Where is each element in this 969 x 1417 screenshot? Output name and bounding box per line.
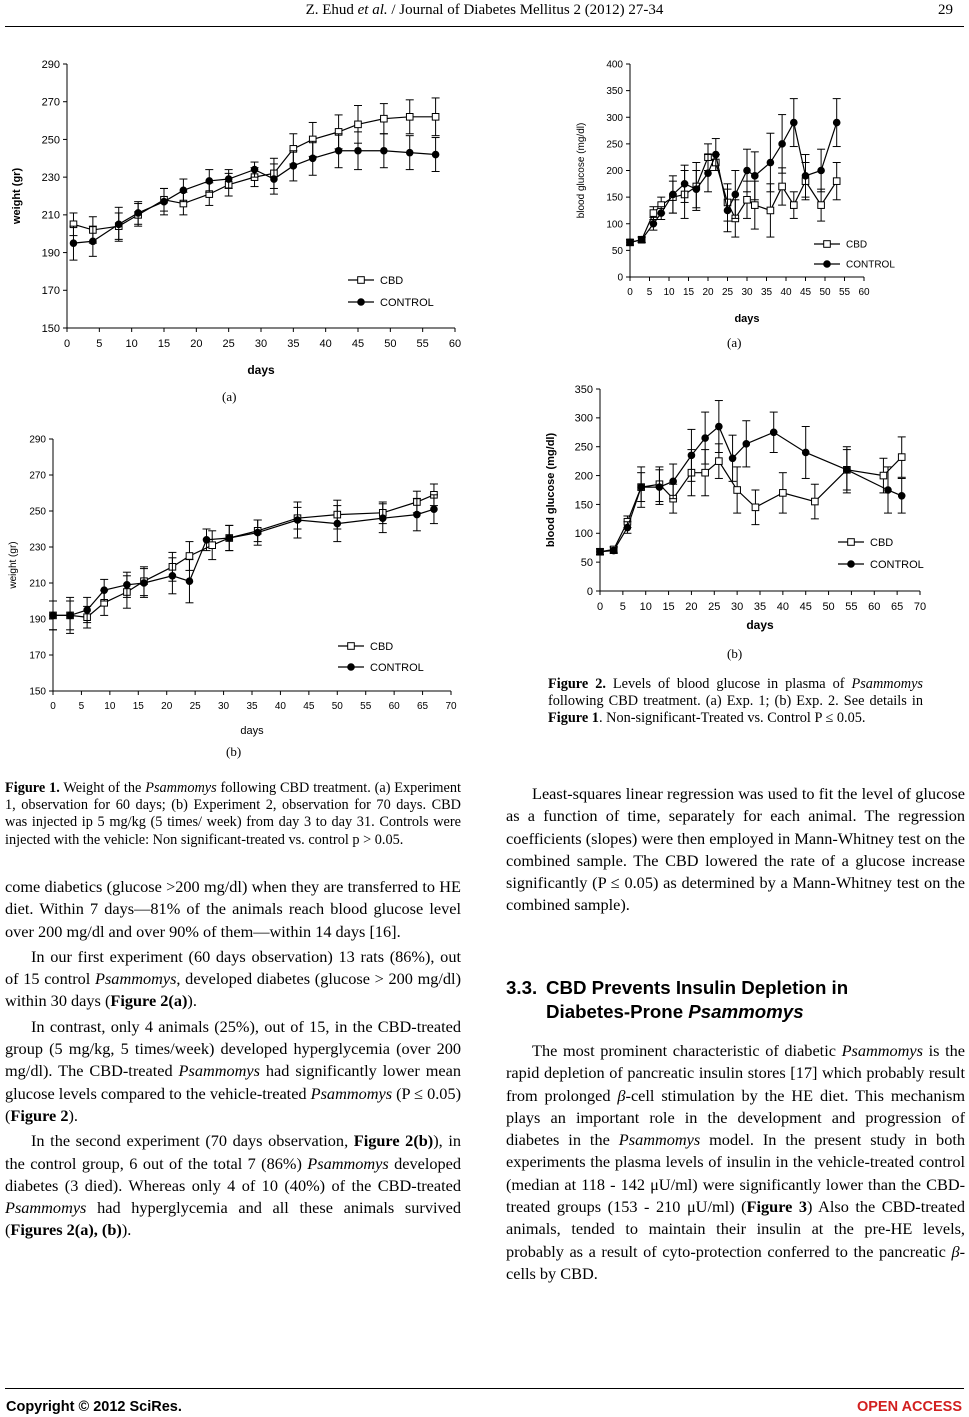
y-axis-label: weight (gr) (11, 167, 23, 225)
figure-2b-label: (b) (727, 646, 743, 661)
control-data-point (681, 181, 688, 188)
x-tick-label: 70 (913, 601, 927, 613)
control-series-line (600, 427, 902, 552)
x-tick-label: 0 (63, 338, 71, 350)
control-data-point (705, 170, 712, 177)
caption-text: following CBD treatment. (a) Exp. 1; (b) Exp. 2. See details in (548, 693, 923, 710)
x-tick-label: 30 (741, 287, 753, 298)
left-column-text (5, 876, 461, 1242)
y-tick-label: 50 (580, 556, 593, 569)
control-data-point (335, 147, 342, 154)
control-data-point (431, 506, 438, 513)
y-tick-label: 270 (29, 470, 46, 482)
x-tick-label: 5 (619, 601, 626, 613)
x-tick-label: 50 (819, 287, 831, 298)
figure-1a-weight-chart (0, 40, 480, 395)
species-name: Psammomys (841, 1041, 923, 1060)
control-data-point (627, 239, 634, 246)
text-run: had significantly lower mean glucose levels compared to the vehicle-treated (5, 1061, 461, 1103)
legend-label: CBD (370, 640, 394, 653)
figure-2-caption (548, 676, 923, 728)
control-data-point (271, 176, 278, 183)
x-tick-label: 60 (868, 601, 881, 613)
cbd-data-point (186, 553, 193, 560)
cbd-data-point (752, 202, 759, 209)
text-run: had hyperglycemia and all these animals survived ( (5, 1198, 461, 1240)
x-tick-label: 5 (78, 701, 85, 712)
figure-1-caption-label: Figure 1. (5, 780, 60, 796)
control-data-point (254, 529, 261, 536)
y-tick-label: 290 (29, 434, 46, 446)
y-tick-label: 100 (606, 219, 623, 231)
y-axis-label: blood glucose (mg/dl) (576, 122, 587, 219)
y-tick-label: 0 (586, 585, 593, 598)
x-tick-label: 5 (646, 287, 653, 298)
caption-species: Psammomys (145, 780, 217, 796)
text-run: The most prominent characteristic of diabetic (532, 1041, 842, 1060)
x-tick-label: 55 (838, 287, 851, 298)
control-data-point (90, 238, 97, 245)
control-data-point (203, 537, 210, 544)
caption-species: Psammomys (851, 676, 923, 692)
y-tick-label: 300 (574, 412, 593, 425)
control-data-point (670, 191, 677, 198)
cbd-data-point (209, 542, 216, 549)
legend-marker (824, 241, 831, 248)
y-tick-label: 270 (41, 96, 60, 109)
legend-label: CONTROL (846, 259, 895, 271)
text-run: ). (68, 1105, 78, 1125)
x-tick-label: 40 (274, 701, 286, 712)
x-tick-label: 25 (222, 338, 235, 350)
control-data-point (791, 119, 798, 126)
control-data-point (124, 582, 131, 589)
cbd-data-point (744, 196, 751, 203)
control-data-point (818, 167, 825, 174)
control-data-point (752, 173, 759, 180)
cbd-series-line (53, 495, 434, 617)
header-journal: / Journal of Diabetes Mellitus 2 (2012) 27-34 (387, 2, 664, 18)
caption-figure-ref: Figure 1 (548, 710, 599, 727)
beta-symbol: β (617, 1085, 626, 1105)
figure-reference: Figure 2(b) (353, 1131, 434, 1151)
legend-marker (348, 643, 355, 650)
control-data-point (115, 221, 122, 228)
control-data-point (186, 578, 193, 585)
journal-citation (0, 2, 969, 19)
control-data-point (744, 167, 751, 174)
control-data-point (638, 236, 645, 243)
y-tick-label: 350 (574, 383, 593, 396)
control-data-point (743, 441, 750, 448)
control-data-point (309, 155, 316, 162)
cbd-data-point (432, 114, 439, 121)
figure-2-caption-label: Figure 2. (548, 676, 606, 692)
control-data-point (670, 478, 677, 485)
y-tick-label: 230 (41, 171, 60, 184)
x-axis-label: days (240, 725, 264, 737)
open-access-label: OPEN ACCESS (856, 1399, 962, 1415)
x-tick-label: 40 (776, 601, 789, 613)
y-tick-label: 200 (574, 470, 593, 483)
header-et-al: et al. (357, 2, 388, 18)
y-tick-label: 290 (41, 58, 60, 71)
paragraph: Least-squares linear regression was used to fit the level of glucose as a function of time, separately for each animal. The regression coefficients (slopes) were then employed in Mann-Whitney test on the combined sample. The CBD lowered the rate of a glucose increase significantly (P ≤ 0.05) as determined by a Mann-Whitney test on the combined sample). (506, 784, 965, 915)
y-tick-label: 170 (29, 650, 46, 662)
section-heading (506, 976, 956, 1023)
control-data-point (334, 520, 341, 527)
species-name: Psammomys (618, 1130, 701, 1150)
y-tick-label: 400 (606, 59, 623, 71)
x-tick-label: 25 (189, 701, 201, 712)
figure-1a-label: (a) (222, 389, 237, 404)
x-axis-label: days (734, 313, 760, 325)
control-data-point (355, 147, 362, 154)
control-data-point (624, 524, 631, 531)
cbd-series-line (600, 457, 902, 552)
caption-text: Levels of blood glucose in plasma of (605, 676, 852, 692)
section-number: 3.3. (506, 977, 538, 998)
header-authors: Z. Ehud (305, 2, 358, 18)
x-tick-label: 15 (132, 701, 144, 712)
text-run: ) Also the CBD-treated animals, tended to maintain their insulin at the pre-HE levels, probably as a result of cyto-protection conferred to the pancreatic (506, 1197, 965, 1261)
species-name: Psammomys (307, 1153, 389, 1173)
control-data-point (406, 149, 413, 156)
text-run: model. In the present study in both experiments the plasma levels of insulin in the vehicle-treated control (median at 118 - 142 μU/ml) were significantly lower than the CBD-treated groups (153 - 210 μU/ml) ( (506, 1130, 966, 1217)
x-tick-label: 10 (104, 701, 116, 712)
x-tick-label: 30 (218, 701, 230, 712)
text-run: -cell stimulation by the HE diet. This mechanism plays an important role in the development and progression of diabetes in the (506, 1085, 965, 1150)
legend-marker (358, 277, 365, 284)
section-heading-line2 (506, 1000, 956, 1024)
cbd-data-point (767, 207, 774, 214)
y-tick-label: 100 (574, 528, 593, 541)
control-data-point (226, 535, 233, 542)
text-run: In our first experiment (60 days observation) 13 rats (86%), out of 15 control (5, 946, 461, 989)
control-data-point (432, 151, 439, 158)
y-tick-label: 50 (611, 245, 623, 257)
caption-text: . Non-significant-Treated vs. Control P ≤ 0.05. (598, 710, 866, 727)
x-tick-label: 15 (157, 338, 171, 350)
text-run: ). (121, 1220, 132, 1240)
x-tick-label: 60 (448, 338, 462, 350)
cbd-data-point (702, 469, 709, 476)
caption-text: following CBD treatment. (a) Experiment 1, observation for 60 days; (b) Experiment 2, observation for 70 days. CBD was injected ip 5 mg/kg (5 times/ week) from day 3 to day 31. Controls were injected with the vehicle: Non significant-treated vs. control p > 0.05. (5, 780, 461, 848)
control-data-point (802, 449, 809, 456)
legend-marker (824, 261, 831, 268)
cbd-data-point (381, 115, 388, 122)
control-data-point (833, 119, 840, 126)
control-data-point (290, 163, 297, 170)
paragraph (5, 946, 461, 1013)
x-tick-label: 10 (663, 287, 675, 298)
x-tick-label: 25 (708, 601, 721, 613)
paragraph: come diabetics (glucose >200 mg/dl) when they are transferred to HE diet. Within 7 days—81% of the animals reach blood glucose level over 200 mg/dl and over 90% of them—within 14 days [16]. (5, 877, 461, 941)
x-tick-label: 50 (384, 338, 397, 350)
control-data-point (885, 487, 892, 494)
x-tick-label: 60 (388, 701, 400, 712)
x-tick-label: 30 (254, 338, 268, 350)
x-tick-label: 55 (845, 601, 858, 613)
x-tick-label: 10 (639, 601, 652, 613)
legend-label: CBD (870, 536, 894, 549)
y-tick-label: 0 (617, 272, 623, 284)
cbd-data-point (812, 498, 819, 505)
legend-marker (848, 561, 855, 568)
figure-1b-weight-chart (0, 425, 480, 745)
control-data-point (70, 240, 77, 247)
x-tick-label: 20 (702, 287, 714, 298)
control-data-point (206, 178, 213, 185)
page-number: 29 (938, 2, 953, 18)
y-tick-label: 190 (29, 614, 46, 626)
x-tick-label: 60 (858, 287, 870, 298)
paragraph (506, 1040, 965, 1285)
x-tick-label: 45 (303, 701, 315, 712)
control-data-point (84, 607, 91, 614)
control-data-point (294, 517, 301, 524)
control-data-point (251, 166, 258, 173)
right-column-intro-text (506, 783, 965, 917)
x-tick-label: 40 (780, 287, 792, 298)
control-data-point (161, 198, 168, 205)
cbd-data-point (833, 178, 840, 185)
control-data-point (135, 210, 142, 217)
x-tick-label: 20 (685, 601, 698, 613)
x-tick-label: 35 (753, 601, 767, 613)
control-data-point (716, 423, 723, 430)
x-tick-label: 5 (96, 338, 103, 350)
figure-reference: Figure 2(a) (110, 991, 188, 1011)
control-data-point (225, 176, 232, 183)
figure-2b-glucose-chart (540, 378, 940, 638)
species-name: Psammomys (5, 1198, 87, 1218)
paragraph (5, 1130, 461, 1241)
species-name: Psammomys (178, 1061, 260, 1081)
x-tick-label: 15 (662, 601, 675, 613)
figure-reference: Figure 2 (10, 1105, 69, 1125)
x-tick-label: 45 (799, 287, 812, 298)
control-data-point (713, 151, 720, 158)
footer-rule (5, 1388, 964, 1389)
figure-1-caption (5, 780, 461, 849)
y-tick-label: 150 (41, 322, 60, 335)
control-data-point (898, 492, 905, 499)
x-tick-label: 65 (417, 701, 429, 712)
legend-label: CONTROL (380, 296, 434, 309)
section-title: Diabetes-Prone (546, 1000, 689, 1022)
y-tick-label: 250 (29, 506, 46, 518)
text-run: ), in the control group, 6 out of the total 7 (86%) (5, 1131, 462, 1173)
cbd-data-point (780, 490, 787, 497)
text-run: , developed diabetes (glucose > 200 mg/dl) within 30 days ( (5, 969, 462, 1011)
control-data-point (767, 159, 774, 166)
cbd-data-point (716, 458, 723, 465)
figure-1b-label: (b) (226, 744, 242, 759)
x-tick-label: 35 (760, 287, 773, 298)
page-footer (0, 1388, 969, 1414)
x-tick-label: 35 (246, 701, 258, 712)
control-data-point (693, 186, 700, 193)
y-axis-label: blood glucose (mg/dl) (545, 432, 557, 548)
control-data-point (650, 220, 657, 227)
x-axis-label: days (746, 618, 774, 632)
running-header (0, 2, 969, 22)
x-axis-label: days (247, 363, 275, 377)
control-data-point (597, 548, 604, 555)
cbd-data-point (791, 202, 798, 209)
legend-marker (848, 539, 855, 546)
caption-text: Weight of the (59, 780, 146, 796)
y-tick-label: 250 (606, 139, 623, 151)
cbd-data-point (779, 183, 786, 190)
chart-legend (348, 275, 434, 309)
y-tick-label: 250 (574, 441, 593, 454)
section-title: CBD Prevents Insulin Depletion in (546, 977, 849, 998)
control-data-point (379, 515, 386, 522)
cbd-data-point (355, 121, 362, 128)
legend-label: CONTROL (370, 661, 424, 674)
y-tick-label: 210 (41, 209, 60, 222)
legend-label: CBD (380, 274, 404, 287)
y-axis-label: weight (gr) (8, 541, 19, 589)
control-data-point (101, 587, 108, 594)
x-tick-label: 0 (50, 701, 56, 712)
right-column-section-text (506, 1040, 965, 1285)
cbd-data-point (752, 504, 759, 511)
y-tick-label: 150 (606, 192, 623, 204)
control-data-point (414, 511, 421, 518)
y-tick-label: 350 (606, 86, 623, 98)
x-tick-label: 30 (731, 601, 744, 613)
control-data-point (141, 580, 148, 587)
text-run: In contrast, only 4 animals (25%), out of 15, in the CBD-treated group (5 mg/kg, 5 times/week) developed hyperglycemia (over 200 mg/dl). The CBD-treated (5, 1016, 461, 1081)
chart-legend (814, 240, 895, 271)
x-tick-label: 25 (721, 287, 734, 298)
species-name: Psammomys (95, 969, 177, 989)
header-rule (5, 26, 964, 27)
y-tick-label: 300 (606, 112, 623, 124)
x-tick-label: 65 (891, 601, 904, 613)
control-data-point (732, 191, 739, 198)
control-data-point (169, 573, 176, 580)
cbd-data-point (898, 454, 905, 461)
control-data-point (729, 455, 736, 462)
legend-marker (358, 299, 365, 306)
x-tick-label: 50 (822, 601, 835, 613)
species-name: Psammomys (310, 1083, 393, 1103)
control-data-point (802, 173, 809, 180)
text-run: In the second experiment (70 days observation, (31, 1131, 354, 1151)
x-tick-label: 50 (331, 701, 343, 712)
x-tick-label: 20 (161, 701, 173, 712)
cbd-data-point (734, 487, 741, 494)
x-tick-label: 35 (287, 338, 300, 350)
text-run: developed diabetes (3 died). Whereas only 4 of 10 (40%) of the CBD-treated (5, 1153, 461, 1195)
figure-2a-glucose-chart (560, 50, 900, 335)
copyright-notice: Copyright © 2012 SciRes. (6, 1399, 182, 1415)
control-data-point (638, 484, 645, 491)
x-tick-label: 15 (682, 287, 695, 298)
y-tick-label: 170 (41, 285, 60, 298)
control-data-point (844, 467, 851, 474)
control-data-point (610, 547, 617, 554)
y-tick-label: 210 (29, 578, 46, 590)
legend-label: CBD (846, 239, 868, 251)
section-heading-line1 (506, 976, 956, 1000)
y-tick-label: 150 (29, 686, 46, 698)
control-data-point (688, 452, 695, 459)
y-tick-label: 190 (41, 247, 60, 260)
control-data-point (779, 141, 786, 148)
x-tick-label: 0 (596, 601, 604, 613)
text-run: -cells by CBD. (506, 1241, 965, 1283)
chart-legend (338, 641, 424, 674)
x-tick-label: 70 (445, 701, 457, 712)
x-tick-label: 10 (125, 338, 138, 350)
x-tick-label: 45 (799, 601, 812, 613)
x-tick-label: 55 (416, 338, 429, 350)
paragraph (5, 1016, 461, 1127)
figure-reference: Figures 2(a), (b) (10, 1220, 122, 1240)
cbd-data-point (406, 114, 413, 121)
control-data-point (770, 429, 777, 436)
x-tick-label: 40 (319, 338, 332, 350)
control-data-point (67, 612, 74, 619)
y-tick-label: 200 (606, 166, 623, 177)
x-tick-label: 55 (360, 701, 372, 712)
cbd-data-point (650, 210, 657, 217)
figure-2a-label: (a) (727, 335, 742, 350)
text-run: ). (187, 991, 197, 1011)
beta-symbol: β (951, 1241, 960, 1261)
control-data-point (381, 147, 388, 154)
y-tick-label: 150 (574, 499, 593, 512)
figure-reference: Figure 3 (746, 1197, 808, 1217)
control-data-point (50, 612, 57, 619)
control-data-point (656, 484, 663, 491)
control-data-point (702, 435, 709, 442)
section-title-species: Psammomys (688, 1000, 804, 1022)
cbd-data-point (880, 472, 887, 479)
cbd-data-point (818, 202, 825, 209)
y-tick-label: 230 (29, 542, 46, 554)
control-data-point (724, 207, 731, 214)
text-run: is the rapid depletion of pancreatic insulin stores [17] which probably result from prolonged (506, 1041, 966, 1105)
x-tick-label: 45 (351, 338, 365, 350)
y-tick-label: 250 (41, 134, 60, 147)
control-data-point (658, 210, 665, 217)
x-tick-label: 20 (190, 338, 203, 350)
x-tick-label: 0 (627, 287, 633, 298)
text-run: (P ≤ 0.05) ( (5, 1083, 462, 1125)
legend-marker (348, 664, 355, 671)
control-data-point (180, 187, 187, 194)
legend-label: CONTROL (870, 558, 924, 571)
chart-legend (838, 537, 924, 571)
